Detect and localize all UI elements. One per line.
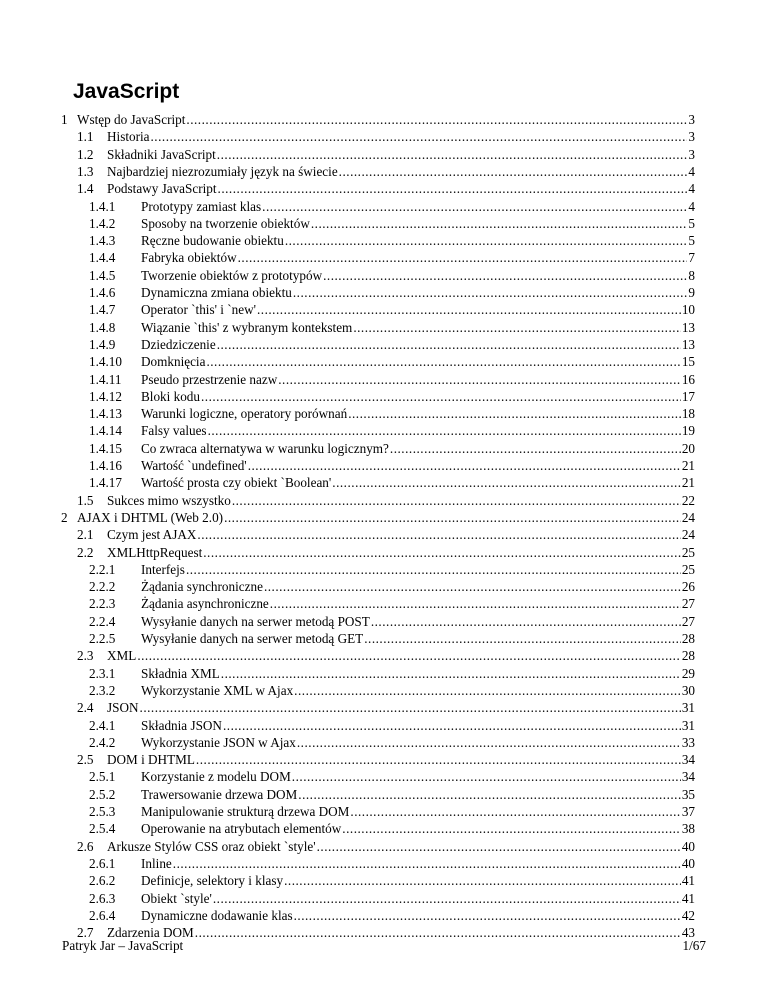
- toc-entry-label: Dynamiczne dodawanie klas: [141, 907, 293, 923]
- toc-leader-dots: [285, 233, 688, 249]
- toc-entry-number: 1.4.4: [89, 250, 116, 266]
- toc-entry-page: 34: [681, 752, 695, 768]
- toc-entry-number: 2.2.1: [89, 561, 116, 577]
- toc-entry-label: XML: [107, 648, 137, 664]
- toc-leader-dots: [203, 545, 681, 561]
- toc-entry-page: 27: [681, 613, 695, 629]
- toc-entry-label: Dziedziczenie: [141, 336, 216, 352]
- toc-entry-number: 1.1: [77, 129, 94, 145]
- toc-entry-page: 43: [681, 925, 695, 941]
- toc-leader-dots: [151, 129, 688, 145]
- toc-leader-dots: [186, 112, 687, 128]
- toc-entry[interactable]: [77, 493, 695, 511]
- toc-leader-dots: [311, 216, 688, 232]
- toc-entry-label: Arkusze Stylów CSS oraz obiekt `style': [107, 838, 316, 854]
- toc-entry-label: Ręczne budowanie obiektu: [141, 233, 284, 249]
- toc-entry-label: Falsy values: [141, 423, 207, 439]
- toc-entry-number: 1.4.8: [89, 319, 116, 335]
- toc-entry-page: 41: [681, 873, 695, 889]
- toc-entry-number: 2.2.4: [89, 613, 116, 629]
- toc-entry-label: Wysyłanie danych na serwer metodą GET: [141, 631, 364, 646]
- toc-leader-dots: [298, 787, 681, 803]
- toc-leader-dots: [218, 181, 688, 197]
- toc-leader-dots: [186, 562, 681, 578]
- toc-entry[interactable]: [89, 614, 695, 632]
- toc-entry-page: 20: [681, 440, 695, 456]
- toc-entry[interactable]: [89, 337, 695, 355]
- toc-leader-dots: [284, 873, 681, 889]
- toc-entry-page: 13: [681, 336, 695, 352]
- toc-entry-number: 2.5.4: [89, 821, 116, 837]
- toc-entry-label: Pseudo przestrzenie nazw: [141, 371, 278, 387]
- toc-entry-number: 2.4.1: [89, 717, 116, 733]
- toc-entry[interactable]: [89, 372, 695, 390]
- toc-entry-label: Definicje, selektory i klasy: [141, 873, 284, 889]
- toc-entry-label: Tworzenie obiektów z prototypów: [141, 267, 323, 283]
- toc-entry-label: Żądania asynchroniczne: [141, 596, 269, 612]
- toc-entry[interactable]: [77, 545, 695, 563]
- toc-entry-number: 2.5.1: [89, 769, 116, 785]
- toc-entry[interactable]: [89, 666, 695, 684]
- toc-entry[interactable]: [89, 458, 695, 476]
- toc-entry-number: 1.4.12: [89, 388, 122, 404]
- toc-entry-number: 1.4.13: [89, 406, 122, 422]
- toc-entry-page: 24: [681, 527, 695, 543]
- toc-leader-dots: [350, 804, 680, 820]
- toc-entry-label: Operowanie na atrybutach elementów: [141, 821, 342, 837]
- toc-entry-label: Interfejs: [141, 561, 185, 577]
- toc-entry-label: AJAX i DHTML (Web 2.0): [77, 509, 224, 525]
- toc-entry-page: 40: [681, 855, 695, 871]
- toc-entry[interactable]: [89, 389, 695, 407]
- toc-entry[interactable]: [89, 873, 695, 891]
- toc-entry[interactable]: [89, 233, 695, 251]
- toc-entry-number: 1.4.9: [89, 336, 116, 352]
- toc-entry-number: 1: [61, 112, 68, 127]
- toc-entry-number: 2.5: [77, 752, 94, 768]
- toc-leader-dots: [213, 891, 681, 907]
- toc-entry-label: Obiekt `style': [141, 890, 212, 906]
- toc-leader-dots: [270, 596, 681, 612]
- toc-entry-page: 37: [681, 804, 695, 819]
- toc-leader-dots: [223, 718, 681, 734]
- toc-leader-dots: [332, 475, 681, 491]
- toc-entry-number: 1.4.16: [89, 458, 122, 473]
- toc-entry-label: Operator `this' i `new': [141, 302, 256, 318]
- toc-entry-label: Sposoby na tworzenie obiektów: [141, 215, 310, 231]
- toc-entry-number: 1.4.7: [89, 302, 116, 318]
- toc-entry-label: Najbardziej niezrozumiały język na świecie: [107, 163, 338, 179]
- toc-entry-number: 2.1: [77, 527, 94, 543]
- toc-entry-label: Manipulowanie strukturą drzewa DOM: [141, 804, 350, 819]
- toc-entry-label: Składnia JSON: [141, 717, 222, 733]
- toc-leader-dots: [248, 458, 681, 474]
- toc-entry-label: Zdarzenia DOM: [107, 925, 194, 941]
- toc-leader-dots: [264, 579, 681, 595]
- toc-entry[interactable]: [61, 510, 695, 528]
- toc-entry[interactable]: [89, 769, 695, 787]
- toc-leader-dots: [294, 908, 681, 924]
- toc-entry[interactable]: [77, 147, 695, 165]
- toc-leader-dots: [137, 648, 681, 664]
- toc-entry-label: Fabryka obiektów: [141, 250, 237, 266]
- toc-entry-label: Wykorzystanie JSON w Ajax: [141, 734, 296, 750]
- toc-entry-page: 3: [688, 129, 695, 145]
- toc-leader-dots: [238, 250, 688, 266]
- toc-entry-page: 25: [681, 561, 695, 577]
- toc-entry[interactable]: [89, 268, 695, 286]
- toc-entry[interactable]: [77, 839, 695, 857]
- toc-entry-page: 31: [681, 700, 695, 716]
- toc-leader-dots: [293, 285, 688, 301]
- toc-entry-number: 2.7: [77, 925, 94, 941]
- toc-entry[interactable]: [89, 475, 695, 493]
- footer-page-number: 1/67: [682, 938, 706, 953]
- page-footer: [62, 938, 706, 954]
- toc-entry-number: 2.4: [77, 700, 94, 716]
- toc-entry-page: 19: [681, 423, 695, 439]
- toc-entry-label: Korzystanie z modelu DOM: [141, 769, 291, 785]
- toc-leader-dots: [262, 199, 687, 215]
- toc-leader-dots: [278, 372, 681, 388]
- toc-entry[interactable]: [89, 596, 695, 614]
- toc-entry[interactable]: [89, 804, 695, 822]
- toc-entry-label: XMLHttpRequest: [107, 544, 203, 560]
- toc-leader-dots: [140, 700, 681, 716]
- toc-entry-page: 35: [681, 786, 695, 802]
- toc-entry-number: 2: [61, 509, 68, 525]
- toc-entry[interactable]: [77, 527, 695, 545]
- toc-leader-dots: [364, 631, 681, 647]
- toc-entry[interactable]: [89, 354, 695, 372]
- toc-entry-label: Wykorzystanie XML w Ajax: [141, 682, 294, 698]
- toc-entry-label: Dynamiczna zmiana obiektu: [141, 285, 292, 300]
- toc-entry-number: 1.4.5: [89, 267, 116, 283]
- toc-entry-number: 1.4.15: [89, 440, 122, 456]
- toc-entry-label: Sukces mimo wszystko: [107, 492, 231, 508]
- toc-entry-page: 24: [681, 509, 695, 525]
- toc-entry-page: 3: [688, 112, 695, 127]
- toc-entry-page: 3: [688, 146, 695, 162]
- toc-entry-label: Wartość prosta czy obiekt `Boolean': [141, 475, 332, 491]
- toc-entry[interactable]: [89, 199, 695, 217]
- toc-entry-label: Domknięcia: [141, 354, 206, 370]
- toc-entry-label: Wartość `undefined': [141, 458, 247, 473]
- toc-entry-number: 2.3: [77, 648, 94, 664]
- toc-entry[interactable]: [89, 908, 695, 926]
- toc-entry-label: Składnia XML: [141, 665, 220, 681]
- toc-entry[interactable]: [89, 631, 695, 649]
- toc-leader-dots: [297, 735, 681, 751]
- toc-entry-page: 4: [688, 181, 695, 197]
- toc-entry-number: 1.4.10: [89, 354, 122, 370]
- toc-entry-number: 1.4.3: [89, 233, 116, 249]
- toc-entry-number: 1.4.14: [89, 423, 122, 439]
- toc-entry-page: 28: [681, 648, 695, 664]
- toc-entry[interactable]: [89, 406, 695, 424]
- toc-entry-label: Wstęp do JavaScript: [77, 112, 186, 127]
- toc-entry-label: Inline: [141, 855, 172, 871]
- toc-entry-label: Trawersowanie drzewa DOM: [141, 786, 298, 802]
- toc-entry-number: 1.2: [77, 146, 94, 162]
- toc-entry[interactable]: [89, 320, 695, 338]
- toc-entry-page: 21: [681, 475, 695, 491]
- toc-entry-page: 31: [681, 717, 695, 733]
- toc-entry[interactable]: [77, 164, 695, 182]
- toc-entry-number: 2.6.2: [89, 873, 116, 889]
- toc-entry-number: 2.5.3: [89, 804, 116, 819]
- toc-leader-dots: [196, 752, 681, 768]
- toc-entry-page: 4: [688, 198, 695, 214]
- toc-entry[interactable]: [77, 129, 695, 147]
- toc-entry-label: Co zwraca alternatywa w warunku logicznym?: [141, 440, 389, 456]
- toc-entry-number: 1.4.1: [89, 198, 116, 214]
- toc-entry-number: 1.4: [77, 181, 94, 197]
- toc-entry-page: 28: [681, 631, 695, 646]
- toc-entry-number: 2.3.1: [89, 665, 116, 681]
- toc-entry-number: 1.4.11: [89, 371, 122, 387]
- toc-entry-page: 33: [681, 734, 695, 750]
- document-title: JavaScript: [73, 80, 180, 103]
- toc-entry[interactable]: [89, 250, 695, 268]
- toc-entry-label: Bloki kodu: [141, 388, 200, 404]
- toc-entry[interactable]: [89, 285, 695, 303]
- toc-leader-dots: [353, 320, 680, 336]
- toc-entry-page: 41: [681, 890, 695, 906]
- toc-entry-page: 21: [681, 458, 695, 473]
- toc-entry-page: 26: [681, 579, 695, 595]
- toc-entry[interactable]: [89, 856, 695, 874]
- toc-entry-number: 2.6.4: [89, 907, 116, 923]
- toc-entry-label: Wiązanie `this' z wybranym kontekstem: [141, 319, 353, 335]
- toc-leader-dots: [390, 441, 681, 457]
- toc-leader-dots: [348, 406, 681, 422]
- toc-entry-label: Historia: [107, 129, 150, 145]
- toc-entry-number: 1.3: [77, 163, 94, 179]
- toc-entry-page: 34: [681, 769, 695, 785]
- toc-leader-dots: [292, 769, 681, 785]
- toc-leader-dots: [317, 839, 681, 855]
- toc-entry[interactable]: [77, 752, 695, 770]
- toc-entry-page: 13: [681, 319, 695, 335]
- toc-entry-page: 16: [681, 371, 695, 387]
- toc-leader-dots: [342, 821, 681, 837]
- toc-leader-dots: [224, 510, 681, 526]
- toc-leader-dots: [217, 147, 688, 163]
- toc-entry-page: 40: [681, 838, 695, 854]
- toc-entry-page: 10: [681, 302, 695, 318]
- toc-entry-number: 2.2.3: [89, 596, 116, 612]
- toc-entry-number: 2.4.2: [89, 734, 116, 750]
- toc-leader-dots: [201, 389, 681, 405]
- toc-entry-number: 2.5.2: [89, 786, 116, 802]
- toc-leader-dots: [208, 423, 681, 439]
- toc-leader-dots: [323, 268, 687, 284]
- toc-leader-dots: [221, 666, 681, 682]
- toc-entry-label: Podstawy JavaScript: [107, 181, 217, 197]
- toc-entry-page: 4: [688, 163, 695, 179]
- toc-leader-dots: [339, 164, 688, 180]
- toc-entry-number: 1.4.2: [89, 215, 116, 231]
- toc-entry-page: 5: [688, 233, 695, 249]
- toc-entry-page: 25: [681, 544, 695, 560]
- toc-entry-page: 38: [681, 821, 695, 837]
- toc-entry[interactable]: [89, 735, 695, 753]
- toc-leader-dots: [217, 337, 681, 353]
- toc-entry[interactable]: [77, 181, 695, 199]
- toc-entry-page: 15: [681, 354, 695, 370]
- toc-entry[interactable]: [61, 112, 695, 130]
- toc-entry[interactable]: [89, 718, 695, 736]
- toc-entry-number: 2.6.1: [89, 855, 116, 871]
- toc-entry-number: 1.4.17: [89, 475, 122, 491]
- toc-leader-dots: [173, 856, 681, 872]
- toc-entry-label: Warunki logiczne, operatory porównań: [141, 406, 348, 422]
- toc-entry[interactable]: [89, 562, 695, 580]
- toc-entry-label: DOM i DHTML: [107, 752, 195, 768]
- toc-entry[interactable]: [89, 441, 695, 459]
- toc-leader-dots: [371, 614, 681, 630]
- toc-entry-number: 2.6: [77, 838, 94, 854]
- toc-entry[interactable]: [89, 423, 695, 441]
- toc-entry-page: 22: [681, 492, 695, 508]
- toc-entry-number: 2.6.3: [89, 890, 116, 906]
- toc-entry[interactable]: [77, 648, 695, 666]
- toc-entry-page: 7: [688, 250, 695, 266]
- toc-entry[interactable]: [89, 787, 695, 805]
- toc-entry-page: 30: [681, 682, 695, 698]
- toc-entry-number: 2.2.2: [89, 579, 116, 595]
- toc-entry[interactable]: [89, 891, 695, 909]
- toc-entry-number: 2.3.2: [89, 682, 116, 698]
- toc-entry[interactable]: [77, 700, 695, 718]
- toc-entry-page: 8: [688, 267, 695, 283]
- toc-entry-label: JSON: [107, 700, 139, 716]
- toc-leader-dots: [206, 354, 680, 370]
- toc-entry-label: Żądania synchroniczne: [141, 579, 263, 595]
- toc-leader-dots: [294, 683, 681, 699]
- toc-entry-number: 1.4.6: [89, 285, 116, 300]
- toc-entry-page: 9: [688, 285, 695, 300]
- toc-entry[interactable]: [89, 302, 695, 320]
- toc-entry-page: 17: [681, 388, 695, 404]
- toc-entry-label: Składniki JavaScript: [107, 146, 216, 162]
- toc-leader-dots: [232, 493, 681, 509]
- footer-author-title: Patryk Jar – JavaScript: [62, 938, 184, 953]
- toc-entry[interactable]: [89, 579, 695, 597]
- toc-entry-number: 2.2.5: [89, 631, 116, 646]
- toc-entry-number: 2.2: [77, 544, 94, 560]
- toc-entry-label: Wysyłanie danych na serwer metodą POST: [141, 613, 370, 629]
- toc-entry-label: Czym jest AJAX: [107, 527, 197, 543]
- toc-entry-page: 5: [688, 215, 695, 231]
- toc-entry-page: 27: [681, 596, 695, 612]
- toc-entry[interactable]: [89, 821, 695, 839]
- toc-entry-page: 18: [681, 406, 695, 422]
- toc-entry[interactable]: [89, 683, 695, 701]
- toc-entry[interactable]: [89, 216, 695, 234]
- toc-entry-page: 29: [681, 665, 695, 681]
- toc-entry-number: 1.5: [77, 492, 94, 508]
- toc-leader-dots: [197, 527, 680, 543]
- toc-entry-label: Prototypy zamiast klas: [141, 198, 262, 214]
- toc-leader-dots: [257, 302, 681, 318]
- toc-entry-page: 42: [681, 907, 695, 923]
